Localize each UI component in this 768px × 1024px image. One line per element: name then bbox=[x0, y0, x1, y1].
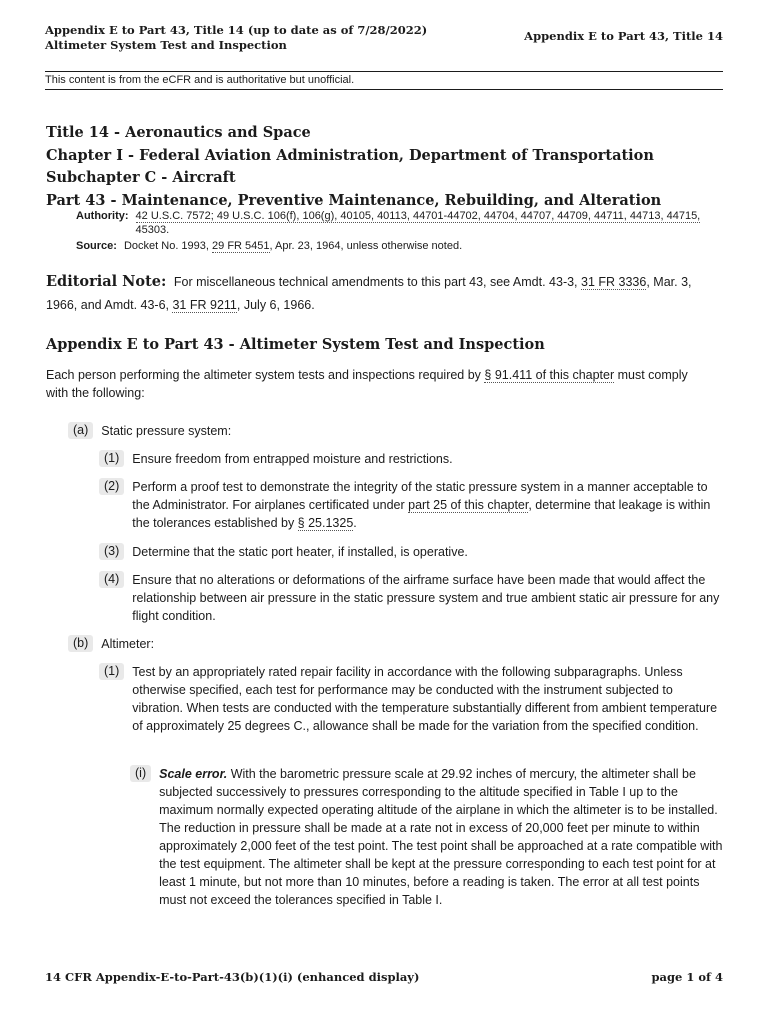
paragraph-b bbox=[68, 635, 728, 653]
fr-link-9211[interactable]: 31 FR 9211 bbox=[172, 298, 237, 312]
intro-paragraph bbox=[46, 366, 706, 402]
intro-text: Each person performing the altimeter system tests and inspections required by bbox=[46, 368, 485, 382]
hierarchy-headings bbox=[46, 122, 661, 212]
paragraph-b-marker: (b) bbox=[68, 635, 93, 652]
editorial-note bbox=[46, 270, 726, 317]
subchapter-heading: Subchapter C - Aircraft bbox=[46, 169, 236, 186]
paragraph-a2-text bbox=[132, 478, 724, 532]
paragraph-a2-text-1: Perform a proof test to demonstrate the integrity of the static pressure system in a manner acceptable to the Administrator. For airplanes certificated under bbox=[132, 480, 708, 512]
appendix-heading: Appendix E to Part 43 - Altimeter System Test and Inspection bbox=[46, 336, 545, 353]
paragraph-b1-text: Test by an appropriately rated repair facility in accordance with the following subparagraphs. Unless otherwise specified, each test for performance may be conducted with the instrument subjected to vibration. When tests are conducted with the temperature substantially different from ambient temperature of approximately 25 degrees C., allowance shall be made for the variation from the specified condition. bbox=[132, 665, 718, 733]
editorial-note-text-3: , July 6, 1966. bbox=[236, 298, 315, 312]
authority-links[interactable]: 42 U.S.C. 7572; 49 U.S.C. 106(f), 106(g), 40105, 40113, 44701-44702, 44704, 44707, 44709, 44711, 44713, 44715, bbox=[135, 210, 701, 222]
part-heading: Part 43 - Maintenance, Preventive Maintenance, Rebuilding, and Alteration bbox=[46, 191, 662, 209]
paragraph-a4 bbox=[99, 571, 724, 625]
chapter-heading: Chapter I - Federal Aviation Administration, Department of Transportation bbox=[46, 146, 654, 164]
authority-tail: 45303. bbox=[135, 224, 170, 236]
scale-error-body: With the barometric pressure scale at 29.92 inches of mercury, the altimeter shall be subjected successively to pressures corresponding to the altitude specified in Table I up to the maximum normally expected operating altitude of the airplane in which the altimeter is to be installed. The reduction in pressure shall be made at a rate not in excess of 20,000 feet per minute to within approximately 2,000 feet of the test point. The test point shall be approached at a rate compatible with the test equipment. The altimeter shall be kept at the pressure corresponding to each test point for at least 1 minute, but not more than 10 minutes, before a reading is taken. The error at all test points must not exceed the tolerances specified in Table I. bbox=[159, 767, 723, 907]
source-text: Docket No. 1993, bbox=[123, 240, 213, 252]
source-text-end: , Apr. 23, 1964, unless otherwise noted. bbox=[269, 240, 463, 252]
section-91-411-link[interactable]: § 91.411 of this chapter bbox=[484, 368, 615, 382]
header-divider bbox=[45, 71, 723, 72]
header-right-citation: Appendix E to Part 43, Title 14 bbox=[524, 29, 723, 43]
paragraph-b1i bbox=[130, 765, 725, 909]
paragraph-b1-marker: (1) bbox=[99, 663, 124, 680]
source-link[interactable]: 29 FR 5451 bbox=[212, 240, 270, 252]
editorial-note-text-2: , Mar. 3, 1966, and Amdt. 43-6, bbox=[46, 275, 692, 312]
part-25-link[interactable]: part 25 of this chapter bbox=[408, 498, 529, 512]
paragraph-a2-text-3: . bbox=[353, 516, 357, 530]
page-number: page 1 of 4 bbox=[651, 970, 723, 984]
paragraph-a-marker: (a) bbox=[68, 422, 93, 439]
paragraph-a1 bbox=[99, 450, 724, 468]
scale-error-heading: Scale error. bbox=[159, 767, 228, 781]
section-25-1325-link[interactable]: § 25.1325 bbox=[297, 516, 354, 530]
paragraph-b1i-text bbox=[159, 765, 725, 909]
paragraph-a4-text: Ensure that no alterations or deformations of the airframe surface have been made that would affect the relationship between air pressure in the static pressure system and true ambient static air pressure for any flight condition. bbox=[132, 573, 720, 623]
disclaimer: This content is from the eCFR and is authoritative but unofficial. bbox=[45, 74, 355, 86]
source-value bbox=[124, 239, 726, 253]
paragraph-b1 bbox=[99, 663, 724, 735]
disclaimer-divider bbox=[45, 89, 723, 90]
paragraph-a3-marker: (3) bbox=[99, 543, 124, 560]
paragraph-a3-text: Determine that the static port heater, if installed, is operative. bbox=[132, 545, 468, 559]
authority-value bbox=[136, 209, 726, 237]
paragraph-a2-marker: (2) bbox=[99, 478, 124, 495]
authority-row bbox=[76, 209, 726, 237]
part-metadata bbox=[76, 209, 726, 253]
paragraph-a bbox=[68, 422, 728, 440]
footer-citation: 14 CFR Appendix-E-to-Part-43(b)(1)(i) (enhanced display) bbox=[45, 970, 420, 984]
source-row bbox=[76, 239, 726, 253]
paragraph-b-text: Altimeter: bbox=[101, 637, 155, 651]
header-citation: Appendix E to Part 43, Title 14 (up to date as of 7/28/2022) bbox=[45, 23, 428, 37]
editorial-note-text: For miscellaneous technical amendments to this part 43, see Amdt. 43-3, bbox=[173, 275, 582, 289]
source-label: Source: bbox=[76, 240, 117, 252]
paragraph-a-text: Static pressure system: bbox=[101, 424, 232, 438]
running-header bbox=[45, 23, 427, 53]
paragraph-b1i-marker: (i) bbox=[130, 765, 151, 782]
fr-link-3336[interactable]: 31 FR 3336 bbox=[581, 275, 647, 289]
paragraph-a2-text-2: , determine that leakage is within the tolerances established by bbox=[132, 498, 711, 530]
authority-label: Authority: bbox=[76, 210, 129, 222]
paragraph-a2 bbox=[99, 478, 724, 532]
paragraph-a4-marker: (4) bbox=[99, 571, 124, 588]
paragraph-a3 bbox=[99, 543, 724, 561]
intro-text-end: must comply with the following: bbox=[46, 368, 688, 400]
paragraph-a1-text: Ensure freedom from entrapped moisture and restrictions. bbox=[132, 452, 453, 466]
header-subject: Altimeter System Test and Inspection bbox=[45, 38, 287, 52]
editorial-note-label: Editorial Note: bbox=[46, 273, 167, 290]
title-heading: Title 14 - Aeronautics and Space bbox=[46, 124, 311, 141]
paragraph-a1-marker: (1) bbox=[99, 450, 124, 467]
